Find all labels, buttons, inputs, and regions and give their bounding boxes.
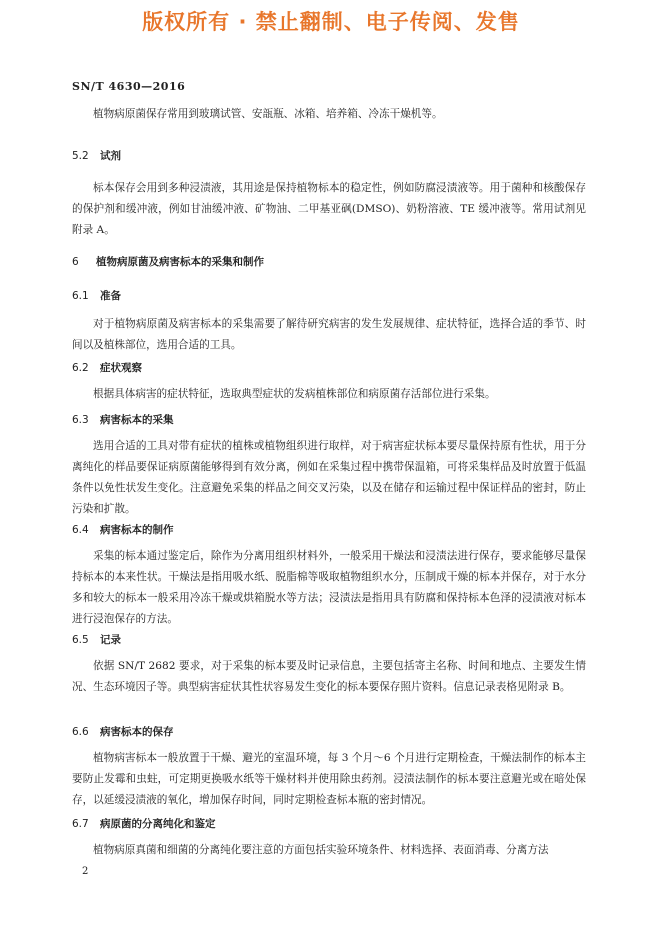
section-number: 6 xyxy=(72,256,79,268)
section-title: 准备 xyxy=(100,290,121,302)
heading-6-4 xyxy=(72,522,174,537)
paragraph-6-2: 根据具体病害的症状特征，选取典型症状的发病植株部位和病原菌存活部位进行采集。 xyxy=(93,388,496,400)
section-number: 6.3 xyxy=(72,414,89,426)
section-title: 植物病原菌及病害标本的采集和制作 xyxy=(96,256,264,268)
intro-paragraph: 植物病原菌保存常用到玻璃试管、安瓿瓶、冰箱、培养箱、冷冻干燥机等。 xyxy=(93,108,443,120)
paragraph-6-7: 植物病原真菌和细菌的分离纯化要注意的方面包括实验环境条件、材料选择、表面消毒、分离方法 xyxy=(93,844,549,856)
heading-6-6 xyxy=(72,724,174,739)
section-number: 6.7 xyxy=(72,818,89,830)
heading-6 xyxy=(72,254,264,269)
heading-6-3 xyxy=(72,412,174,427)
section-number: 6.2 xyxy=(72,362,89,374)
paragraph-6-6: 植物病害标本一般放置于干燥、避光的室温环境，每 3 个月～6 个月进行定期检查，干燥法制作的标本主要防止发霉和虫蛀，可定期更换吸水纸等干燥材料并使用除虫药剂。浸渍法制作的标本要注意避光或在暗处保存，以延缓浸渍液的氧化，增加保存时间，同时定期检查标本瓶的密封情况。 xyxy=(72,752,586,806)
paragraph-6-5: 依据 SN/T 2682 要求，对于采集的标本要及时记录信息，主要包括寄主名称、时间和地点、主要发生情况、生态环境因子等。典型病害症状其性状容易发生变化的标本要保存照片资料。信息记录表格见附录 B。 xyxy=(72,660,586,693)
heading-6-1 xyxy=(72,288,121,303)
heading-5-2 xyxy=(72,148,121,163)
section-number: 6.1 xyxy=(72,290,89,302)
section-number: 6.5 xyxy=(72,634,89,646)
section-title: 病害标本的保存 xyxy=(100,726,174,738)
heading-6-2 xyxy=(72,360,142,375)
section-title: 记录 xyxy=(100,634,121,646)
paragraph-6-1: 对于植物病原菌及病害标本的采集需要了解待研究病害的发生发展规律、症状特征，选择合适的季节、时间以及植株部位，选用合适的工具。 xyxy=(72,318,586,351)
page-number: 2 xyxy=(82,866,89,877)
section-title: 病害标本的制作 xyxy=(100,524,174,536)
paragraph-6-4: 采集的标本通过鉴定后，除作为分离用组织材料外，一般采用干燥法和浸渍法进行保存，要求能够尽量保持标本的本来性状。干燥法是指用吸水纸、脱脂棉等吸取植物组织水分，压制成干燥的标本并保存，对于水分多和较大的标本一般采用冷冻干燥或烘箱脱水等方法；浸渍法是指用具有防腐和保持标本色泽的浸渍液对标本进行浸泡保存的方法。 xyxy=(72,550,586,625)
section-title: 试剂 xyxy=(100,150,121,162)
paragraph-6-3: 选用合适的工具对带有症状的植株或植物组织进行取样，对于病害症状标本要尽量保持原有性状，用于分离纯化的样品要保证病原菌能够得到有效分离，例如在采集过程中携带保温箱，可将采集样品及时放置于低温条件以免性状发生变化。注意避免采集的样品之间交叉污染，以及在储存和运输过程中保证样品的密封，防止污染和扩散。 xyxy=(72,440,586,515)
copyright-banner: 版权所有 · 禁止翻制、电子传阅、发售 xyxy=(142,10,520,34)
paragraph-5-2: 标本保存会用到多种浸渍液，其用途是保持植物标本的稳定性，例如防腐浸渍液等。用于菌种和核酸保存的保护剂和缓冲液，例如甘油缓冲液、矿物油、二甲基亚砜(DMSO)、奶粉溶液、TE 缓冲液等。常用试剂见附录 A。 xyxy=(72,182,586,236)
section-number: 5.2 xyxy=(72,150,89,162)
section-number: 6.6 xyxy=(72,726,89,738)
section-title: 病原菌的分离纯化和鉴定 xyxy=(100,818,216,830)
heading-6-7 xyxy=(72,816,216,831)
section-title: 病害标本的采集 xyxy=(100,414,174,426)
section-number: 6.4 xyxy=(72,524,89,536)
standard-code: SN/T 4630—2016 xyxy=(72,80,186,93)
heading-6-5 xyxy=(72,632,121,647)
section-title: 症状观察 xyxy=(100,362,142,374)
